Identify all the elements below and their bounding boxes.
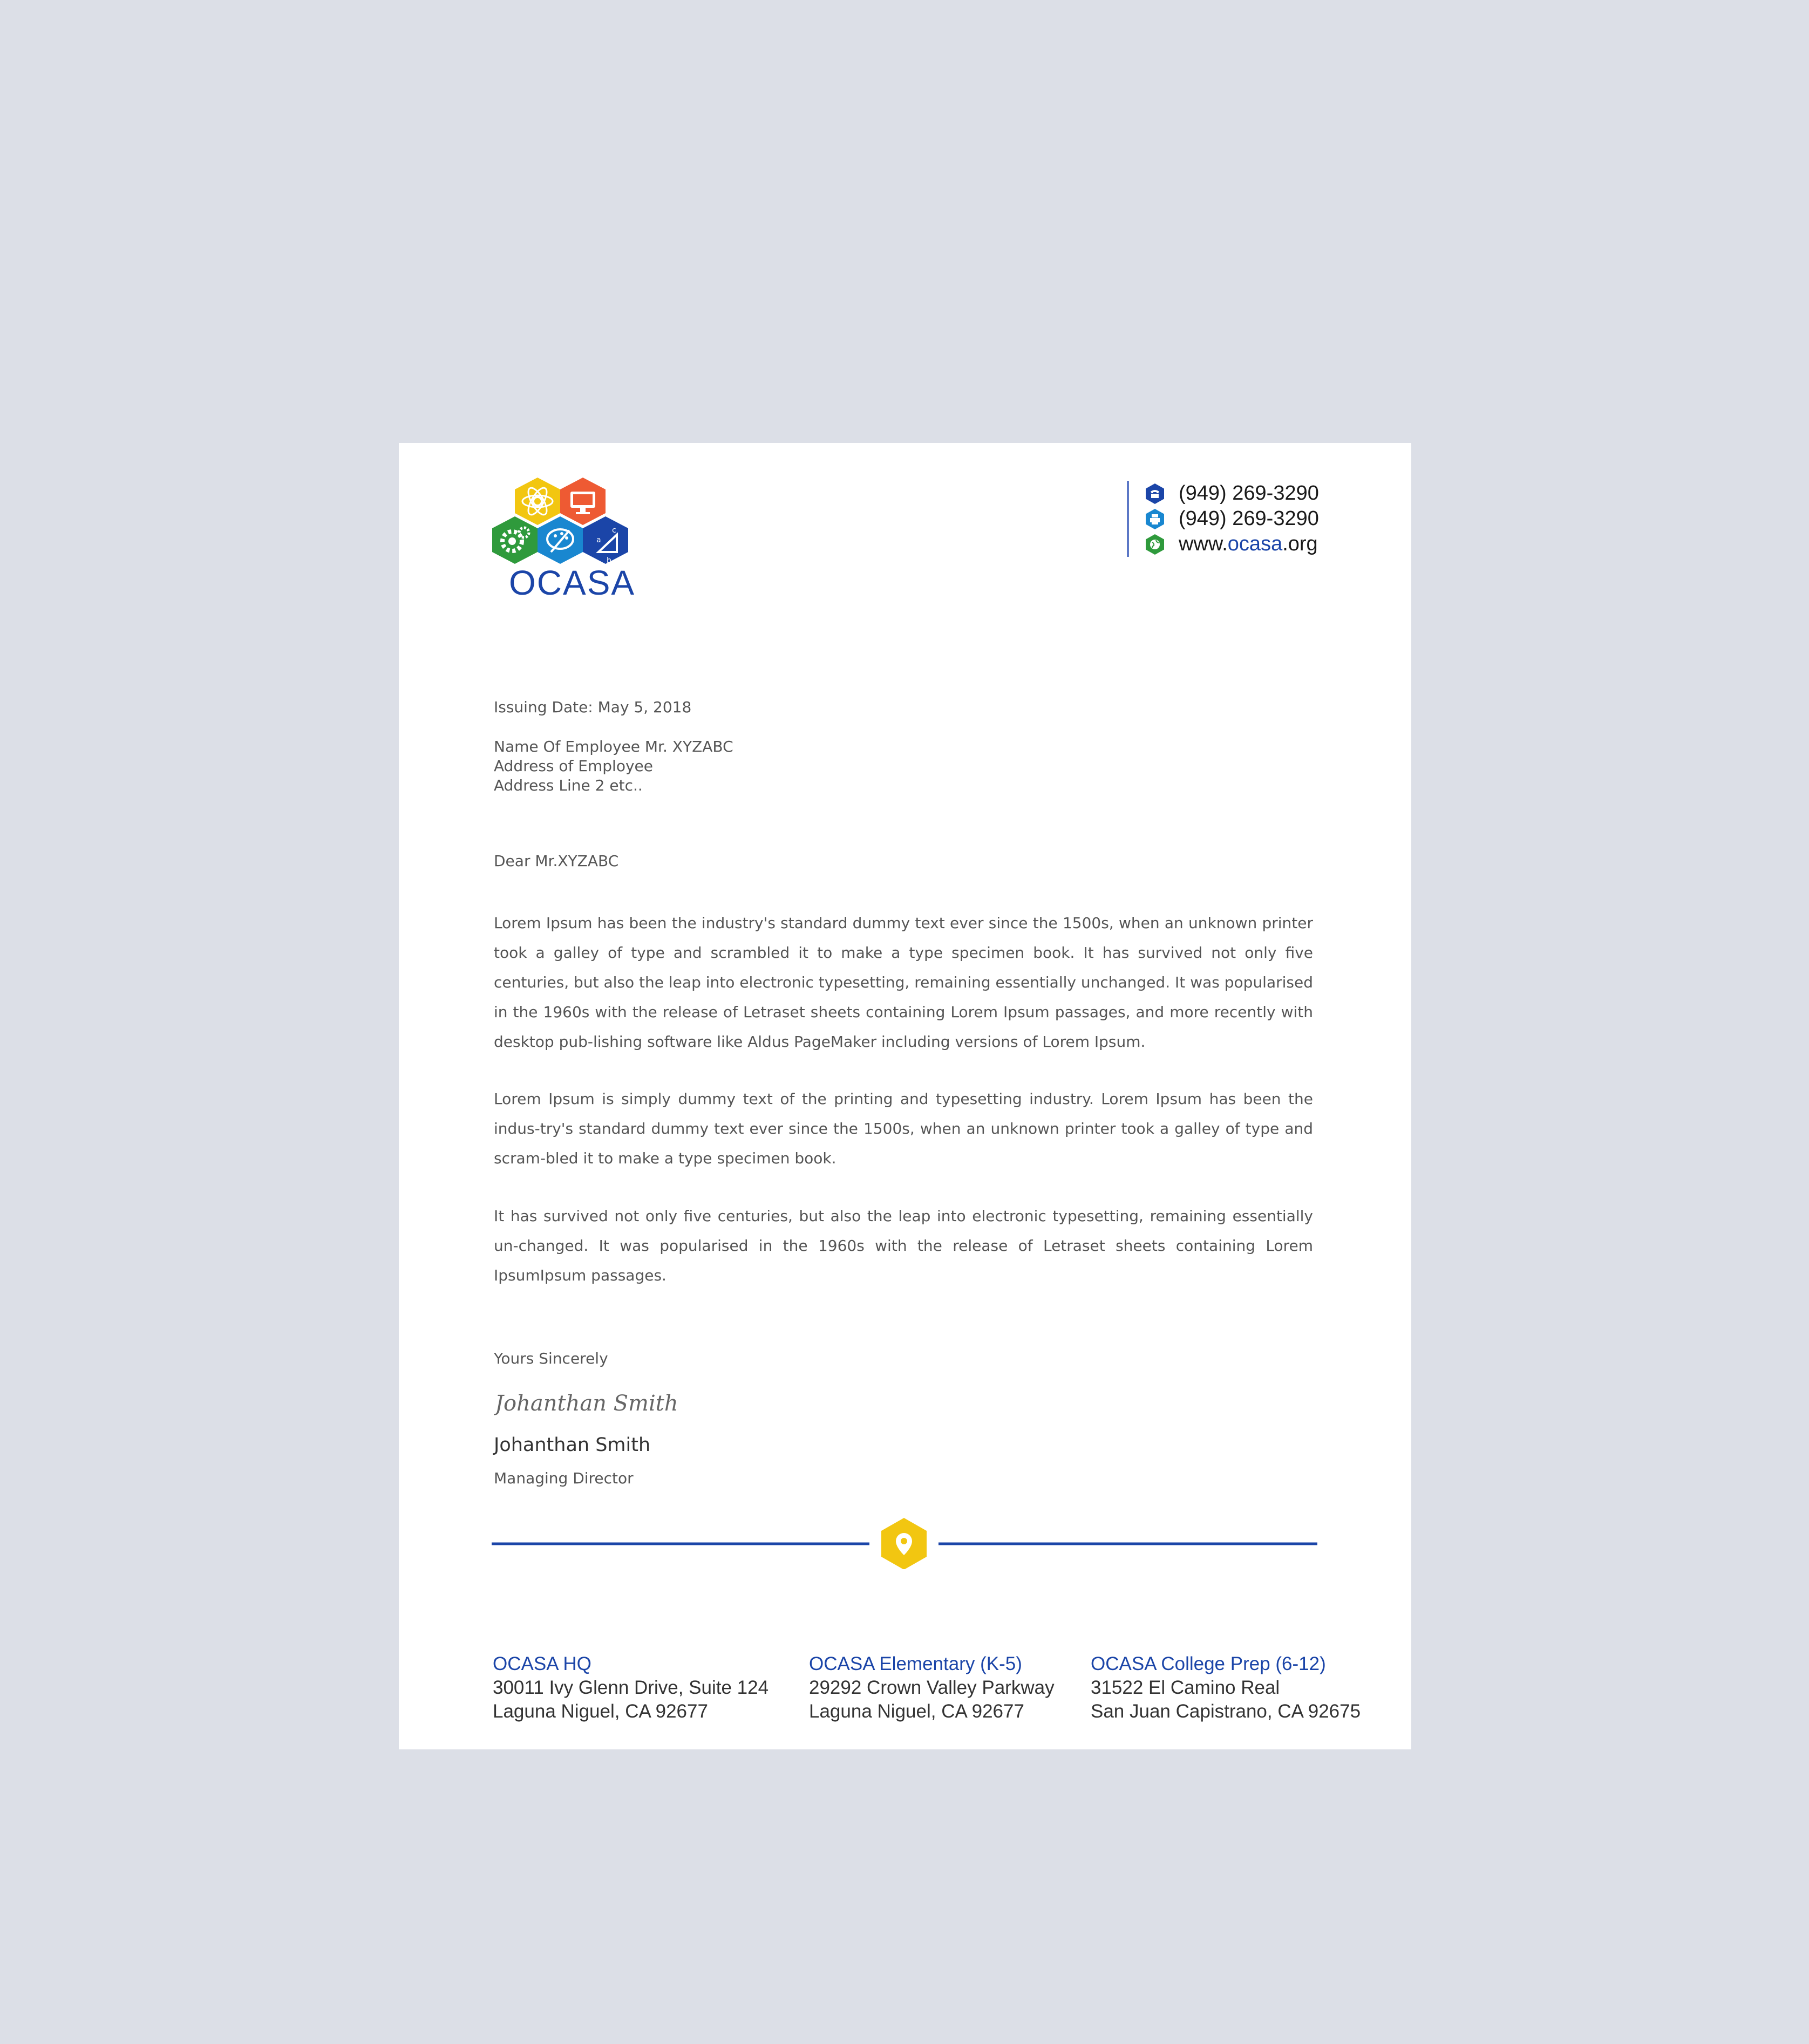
- website-prefix: www.: [1179, 533, 1228, 555]
- office-address-line2: Laguna Niguel, CA 92677: [809, 1701, 1024, 1722]
- office-address-line1: 29292 Crown Valley Parkway: [809, 1677, 1055, 1698]
- office-name: OCASA HQ: [493, 1653, 591, 1674]
- recipient-address: [494, 737, 1313, 795]
- website-domain: ocasa: [1227, 533, 1283, 555]
- office-address-line2: San Juan Capistrano, CA 92675: [1091, 1701, 1361, 1722]
- office-hq: [493, 1653, 769, 1725]
- employee-address-line2: Address Line 2 etc..: [494, 776, 643, 794]
- contact-fax-row: [1144, 506, 1319, 532]
- website-link[interactable]: [1179, 533, 1318, 556]
- logo-wordmark: OCASA: [509, 563, 636, 602]
- fax-number[interactable]: (949) 269-3290: [1179, 507, 1319, 530]
- letterhead-page: [399, 443, 1411, 1749]
- office-elementary: [809, 1653, 1055, 1725]
- issuing-date: Issuing Date: May 5, 2018: [494, 698, 692, 716]
- employee-address: Address of Employee: [494, 757, 653, 775]
- globe-icon: [1144, 534, 1166, 555]
- fax-icon: [1144, 508, 1166, 530]
- salutation: Dear Mr.XYZABC: [494, 852, 619, 870]
- signer-name: Johanthan Smith: [494, 1434, 651, 1456]
- hexagon-logo-icon: [491, 476, 642, 568]
- location-pin-icon: [881, 1518, 927, 1569]
- office-address-line1: 31522 El Camino Real: [1091, 1677, 1280, 1698]
- website-suffix: .org: [1282, 533, 1318, 555]
- body-paragraph-3: It has survived not only five centuries, but also the leap into electronic typesetting, remaining essentially un-changed. It was popularised in the 1960s with the release of Letraset sheets containing Lorem IpsumIpsum passages.: [494, 1207, 1313, 1284]
- contact-web-row: [1144, 532, 1319, 557]
- employee-name: Name Of Employee Mr. XYZABC: [494, 738, 733, 755]
- office-address-line1: 30011 Ivy Glenn Drive, Suite 124: [493, 1677, 769, 1698]
- signature-script: Johanthan Smith: [495, 1391, 678, 1416]
- office-name: OCASA Elementary (K-5): [809, 1653, 1022, 1674]
- office-address-line2: Laguna Niguel, CA 92677: [493, 1701, 708, 1722]
- svg-text:c: c: [612, 526, 616, 535]
- phone-icon: [1144, 483, 1166, 505]
- body-paragraph-1: Lorem Ipsum has been the industry's standard dummy text ever since the 1500s, when an unknown printer took a galley of type and scrambled it to make a type specimen book. It has survived not only five centuries, but also the leap into electronic typesetting, remaining essentially unchanged. It was popularised in the 1960s with the release of Letraset sheets containing Lorem Ipsum passages, and more recently with desktop pub-lishing software like Aldus PageMaker including versions of Lorem Ipsum.: [494, 914, 1313, 1051]
- contact-block: [1127, 481, 1319, 557]
- ocasa-logo: [491, 476, 642, 602]
- phone-number[interactable]: (949) 269-3290: [1179, 482, 1319, 505]
- body-paragraph-2: Lorem Ipsum is simply dummy text of the printing and typesetting industry. Lorem Ipsum has been the indus-try's standard dummy text ever since the 1500s, when an unknown printer took a galley of type and scram-bled it to make a type specimen book.: [494, 1090, 1313, 1167]
- svg-text:b: b: [607, 556, 611, 565]
- handwritten-signature: [494, 1385, 731, 1422]
- svg-text:a: a: [596, 536, 601, 544]
- contact-phone-row: [1144, 481, 1319, 506]
- closing: Yours Sincerely: [494, 1350, 608, 1367]
- signer-title: Managing Director: [494, 1469, 634, 1487]
- office-college-prep: [1091, 1653, 1361, 1725]
- office-name: OCASA College Prep (6-12): [1091, 1653, 1326, 1674]
- footer-divider: [492, 1515, 1317, 1569]
